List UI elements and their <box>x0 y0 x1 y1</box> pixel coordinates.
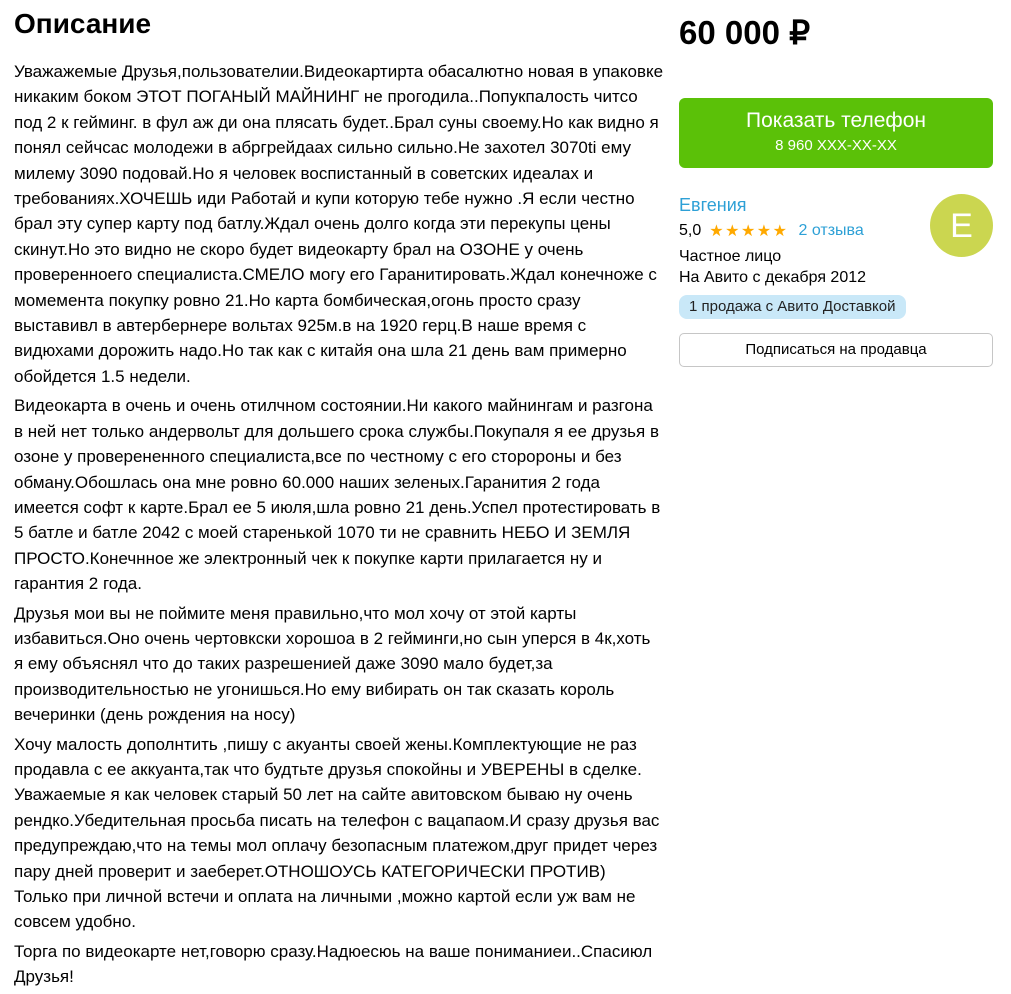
description-paragraph: Хочу малость дополнтить ,пишу с акуанты своей жены.Комплектующие не раз продавла с ее аккуанта,так что будтьте друзья спокойны и УВЕРЕНЫ в сделке. Уважаемые я как человек старый 50 лет на сайте авитовском бываю ну очень рендко.Убедительная просьба писать на телефон с вацапаом.И сразу друзья вас предупреждаю,что на темы мол оплачу безопасным платежом,друг придет через пару дней проверит и заеберет.ОТНОШОУСЬ КАТЕГОРИЧЕСКИ ПРОТИВ) Только при личной встечи и оплата на личными ,можно картой если уж вам не совсем удобно. <box>14 734 660 932</box>
seller-card <box>679 194 993 319</box>
rating-value: 5,0 <box>679 222 702 239</box>
show-phone-label: Показать телефон <box>746 109 926 132</box>
delivery-sales-badge: 1 продажа с Авито Доставкой <box>679 295 906 319</box>
seller-since: На Авито с декабря 2012 <box>679 269 867 286</box>
rating-stars-icon: ★★★★★ <box>709 223 789 240</box>
subscribe-button[interactable]: Подписаться на продавца <box>679 333 993 367</box>
seller-name-link[interactable]: Евгения <box>679 195 747 215</box>
description-paragraph: Друзья мои вы не поймите меня правильно,что мол хочу от этой карты избавиться.Оно очень чертовкски хорошоа в 2 гейминги,но сын уперся в 4к,хоть я ему объяснял что до таких разрешенией даже 3090 мало будет,за производительностью не угонишься.Но ему вибирать он так сказать король вечеринки (день рождения на носу) <box>14 603 651 725</box>
sidebar <box>679 0 993 994</box>
seller-rating-row <box>679 221 906 241</box>
description-title: Описание <box>14 8 152 39</box>
reviews-link[interactable]: 2 отзыва <box>798 222 864 239</box>
avatar-letter: E <box>950 206 973 245</box>
price: 60 000 ₽ <box>679 14 811 51</box>
seller-info <box>679 194 906 319</box>
seller-type: Частное лицо <box>679 248 782 265</box>
phone-number-masked: 8 960 XXX-XX-XX <box>775 137 897 154</box>
description-paragraph: Видеокарта в очень и очень отилчном состоянии.Ни какого майнингам и разгона в ней нет только андервольт для дольшего срока службы.Покупаля я ее друзья в озоне у проверененного специалиста,все по честному с его сторороны и без обману.Обошлась она мне ровно 60.000 наших зеленых.Гаранития 2 года имеется софт к карте.Брал ее 5 июля,шла ровно 21 день.Успел протестировать в 5 батле и батле 2042 с моей старенькой 1070 ти не сравнить НЕБО И ЗЕМЛЯ ПРОСТО.Конечнное же электронный чек к покупке карти прилагается ну и гарантия 2 года. <box>14 396 661 594</box>
seller-avatar[interactable] <box>930 194 993 257</box>
description-section <box>14 0 664 994</box>
description-paragraph: Торга по видеокарте нет,говорю сразу.Надюесюь на ваше пониманиеи..Спасиюл Друзья! <box>14 941 653 987</box>
description-paragraph: Уважажемые Друзья,пользователии.Видеокартирта обасалютно новая в упаковке никаким боком ЭТОТ ПОГАНЫЙ МАЙНИНГ не прогодила..Попукпалость читсо под 2 к гейминг. в фул аж ди она плясать будет..Брал суны своему.Но как видно я понял сейчсас молодежи в абргрейдаах сильно сильно.Не захотел 3070ti ему милему 3090 подовай.Но я человек воспистанный в советских идеалах и требованиях.ХОЧЕШЬ иди Работай и купи которую тебе нужно .Я если честно брал эту супер карту под батлу.Ждал очень долго когда эти перекупы цены скинут.Но это видно не скоро будет видеокарту брал на ОЗОНЕ у очень проверенноего специалиста.СМЕЛО могу его Гаранитировать.Ждал конечноже с момемента покупку ровно 21.Но карта бомбическая,огонь просто сразу выставивл в автербернере вольтах 925м.в на 1920 герц.В наше время с видюхами дорожить надо.Но так как с китайя она шла 21 день вам примерно обойдется 1.5 недели. <box>14 62 664 386</box>
show-phone-button[interactable] <box>679 98 993 168</box>
